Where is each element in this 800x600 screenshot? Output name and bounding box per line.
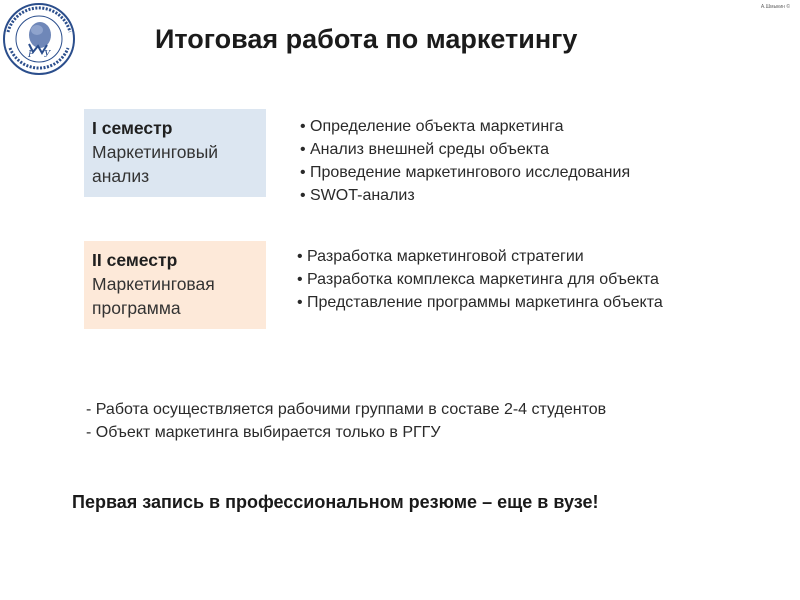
svg-text:У: У xyxy=(44,50,51,60)
copyright-label: A.Шмыкин © xyxy=(760,4,790,10)
list-item-text: Разработка маркетинговой стратегии xyxy=(307,248,584,265)
semester-2-bullet-list xyxy=(297,245,663,314)
list-item xyxy=(297,291,663,314)
semester-1-title: I семестр xyxy=(92,118,173,138)
semester-2-box xyxy=(84,241,266,329)
bullet-dot-icon: • xyxy=(300,164,306,181)
semester-2-line1: Маркетинговая xyxy=(92,274,215,294)
list-item xyxy=(297,268,663,291)
semester-2-title: II семестр xyxy=(92,250,178,270)
semester-1-line2: анализ xyxy=(92,166,150,186)
list-item-text: Проведение маркетингового исследования xyxy=(310,164,631,181)
semester-1-box xyxy=(84,109,266,197)
page-title: Итоговая работа по маркетингу xyxy=(155,24,578,54)
note-line: - Объект маркетинга выбирается только в РГГУ xyxy=(86,424,441,441)
semester-2-line2: программа xyxy=(92,298,181,318)
list-item xyxy=(297,245,663,268)
list-item-text: Представление программы маркетинга объекта xyxy=(307,294,663,311)
notes-block xyxy=(86,398,606,444)
bullet-dot-icon: • xyxy=(300,187,306,204)
footer-slogan: Первая запись в профессиональном резюме – еще в вузе! xyxy=(72,492,599,512)
bullet-dot-icon: • xyxy=(297,248,303,265)
bullet-dot-icon: • xyxy=(300,118,306,135)
bullet-dot-icon: • xyxy=(300,141,306,158)
list-item-text: Определение объекта маркетинга xyxy=(310,118,564,135)
note-line: - Работа осуществляется рабочими группами в составе 2-4 студентов xyxy=(86,401,607,418)
university-logo xyxy=(2,2,76,76)
list-item-text: Анализ внешней среды объекта xyxy=(310,141,550,158)
bullet-dot-icon: • xyxy=(297,294,303,311)
list-item xyxy=(300,161,630,184)
list-item xyxy=(300,115,630,138)
semester-1-line1: Маркетинговый xyxy=(92,142,219,162)
bullet-dot-icon: • xyxy=(297,271,303,288)
list-item-text: SWOT-анализ xyxy=(310,187,415,204)
semester-1-bullet-list xyxy=(300,115,630,207)
list-item-text: Разработка комплекса маркетинга для объекта xyxy=(307,271,659,288)
list-item xyxy=(300,138,630,161)
svg-text:Р: Р xyxy=(28,50,35,60)
list-item xyxy=(300,184,630,207)
